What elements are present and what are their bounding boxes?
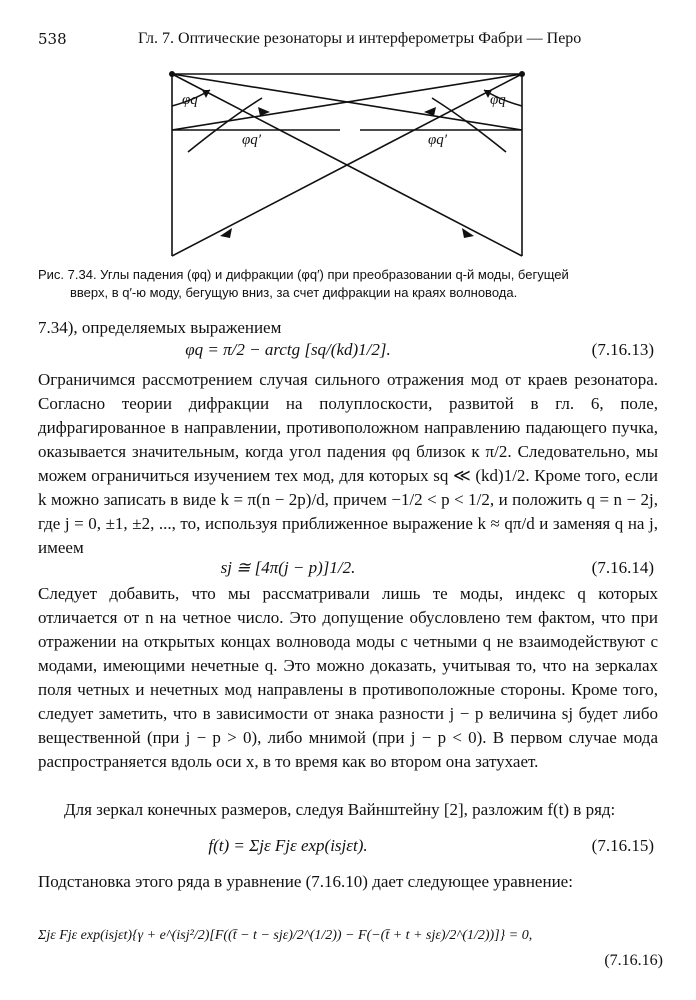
equation-7-16-15: f(t) = Σjε Fjε exp(isjεt). (7.16.15) [208,836,654,855]
figure-caption [38,266,658,302]
label-phi-q-right: φq [490,92,506,108]
label-phi-q-left: φq [182,92,198,108]
caption-line-2: вверх, в q′-ю моду, бегущую вниз, за счет дифракции на краях волновода. [70,285,518,300]
label-phi-qprime-right: φq′ [428,132,448,148]
paragraph-reflection: Ограничимся рассмотрением случая сильного отражения мод от краев резонатора. Согласно теории дифракции на полуплоскости, развитой в гл. 6, поле, дифрагированное в направлении, противоположном направлению падающего пучка, оказывается значительным, когда угол падения φq близок к π/2. Следовательно, мы можем ограничиться изучением тех мод, для которых sq ≪ (kd)1/2. Кроме того, если k можно записать в виде k = π(n − 2p)/d, причем −1/2 < p < 1/2, и положить q = n − 2j, где j = 0, ±1, ±2, ..., то, используя приближенное выражение k ≈ qπ/d и заменяя q на j, имеем [38,370,658,557]
paragraph-substitution: Подстановка этого ряда в уравнение (7.16.10) дает следующее уравнение: [38,872,573,891]
paragraph-intro: 7.34), определяемых выражением [38,318,282,337]
equation-7-16-13: φq = π/2 − arctg [sq/(kd)1/2]. (7.16.13) [185,340,654,359]
figure-diffraction-angles [160,60,540,260]
paragraph-series: Для зеркал конечных размеров, следуя Вайнштейну [2], разложим f(t) в ряд: [64,800,616,819]
label-phi-qprime-left: φq′ [242,132,262,148]
running-title: Гл. 7. Оптические резонаторы и интерферометры Фабри — Перо [138,30,582,47]
caption-line-1: Рис. 7.34. Углы падения (φq) и дифракции (φq′) при преобразовании q-й моды, бегущей [38,267,569,282]
page-number: 538 [38,30,67,48]
equation-7-16-16: Σjε Fjε exp(isjεt){γ + e^(isj²/2)[F((t̄ − t − sjε)/2^(1/2)) − F(−(t̄ + t + sjε)/2^(1/2))]} = 0, (7.16.16) [38,928,663,969]
equation-7-16-14: sj ≅ [4π(j − p)]1/2. (7.16.14) [220,558,654,577]
running-header [38,30,656,52]
paragraph-parity: Следует добавить, что мы рассматривали лишь те моды, индекс q которых отличается от n на четное число. Это допущение обусловлено тем фактом, что при отражении на открытых концах волновода моды с четными q не взаимодействуют с модами, имеющими нечетные q. Это можно доказать, учитывая то, что на зеркалах поля четных и нечетных мод направлены в противоположные стороны. Кроме того, следует заметить, что в зависимости от знака разности j − p величина sj будет либо вещественной (при j − p > 0), либо мнимой (при j − p < 0). В первом случае мода распространяется вдоль оси x, в то время как во втором она затухает. [38,584,658,771]
